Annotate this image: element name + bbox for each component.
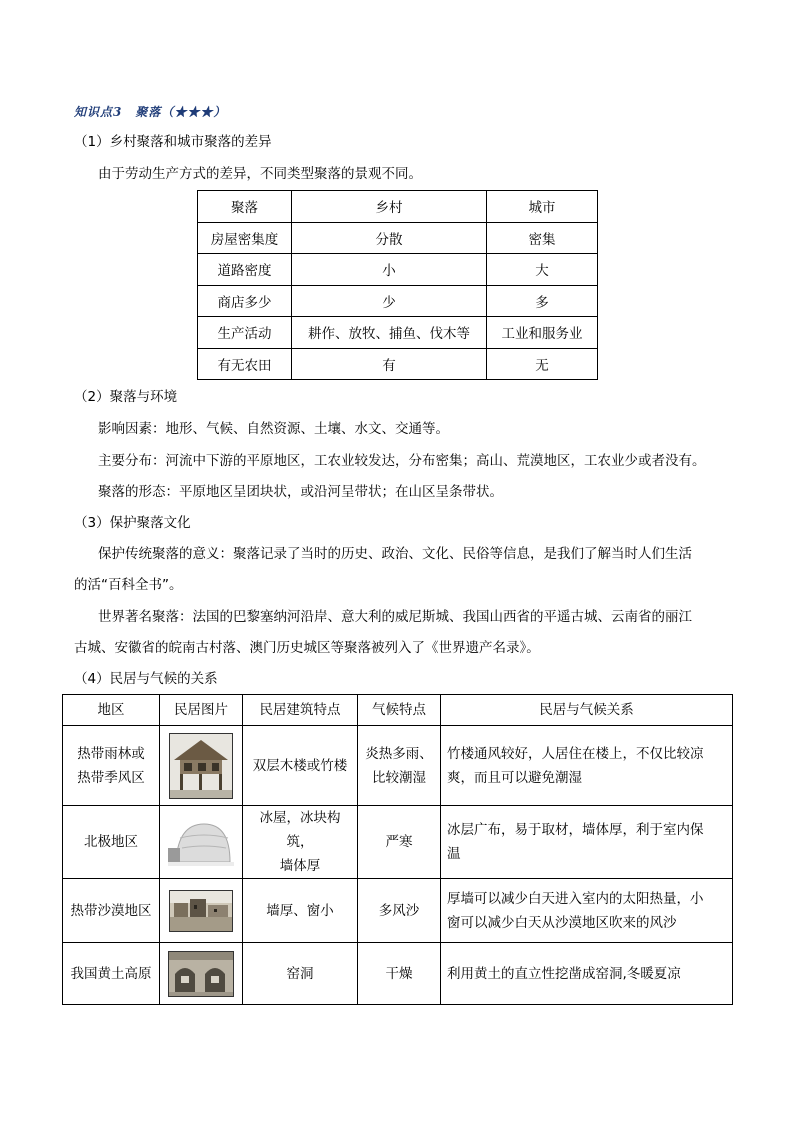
table-header-row bbox=[198, 191, 598, 223]
picture-cell bbox=[160, 726, 243, 806]
table-cell: 道路密度 bbox=[198, 254, 292, 286]
stilt-house-photo bbox=[169, 733, 233, 799]
feature-cell: 窑洞 bbox=[243, 943, 358, 1005]
climate-cell: 多风沙 bbox=[358, 879, 441, 943]
relation-cell: 厚墙可以减少白天进入室内的太阳热量，小 窗可以减少白天从沙漠地区吹来的风沙 bbox=[441, 879, 733, 943]
feature-cell: 双层木楼或竹楼 bbox=[243, 726, 358, 806]
picture-cell bbox=[160, 806, 243, 879]
cave-dwelling-photo bbox=[168, 951, 234, 997]
header-cell: 气候特点 bbox=[358, 695, 441, 726]
table-cell: 分散 bbox=[292, 222, 487, 254]
feature-cell: 冰屋，冰块构筑， 墙体厚 bbox=[243, 806, 358, 879]
table-cell: 大 bbox=[487, 254, 598, 286]
table-row bbox=[198, 285, 598, 317]
desert-house-photo bbox=[169, 890, 233, 932]
table-cell: 多 bbox=[487, 285, 598, 317]
table-header-row bbox=[63, 695, 733, 726]
picture-cell bbox=[160, 879, 243, 943]
climate-cell: 严寒 bbox=[358, 806, 441, 879]
igloo-photo bbox=[168, 818, 234, 866]
table-row bbox=[63, 879, 733, 943]
table-row bbox=[198, 317, 598, 349]
s2-factors: 影响因素：地形、气候、自然资源、土壤、水文、交通等。 bbox=[98, 421, 449, 437]
header-cell: 民居建筑特点 bbox=[243, 695, 358, 726]
region-cell: 北极地区 bbox=[63, 806, 160, 879]
s1-intro: 由于劳动生产方式的差异，不同类型聚落的景观不同。 bbox=[98, 166, 422, 182]
table-row bbox=[198, 222, 598, 254]
header-cell: 民居图片 bbox=[160, 695, 243, 726]
table-cell: 生产活动 bbox=[198, 317, 292, 349]
table-row bbox=[63, 943, 733, 1005]
section-heading: 知识点3 聚落（★★★） bbox=[74, 105, 227, 119]
s3-significance-cont: 的活“百科全书”。 bbox=[74, 577, 183, 593]
table-row bbox=[63, 726, 733, 806]
region-cell: 我国黄土高原 bbox=[63, 943, 160, 1005]
table-cell: 有 bbox=[292, 348, 487, 380]
s2-distribution: 主要分布：河流中下游的平原地区，工农业较发达，分布密集；高山、荒漠地区，工农业少或者没有。 bbox=[98, 453, 706, 469]
table-row bbox=[198, 348, 598, 380]
relation-cell: 竹楼通风较好，人居住在楼上，不仅比较凉 爽，而且可以避免潮湿 bbox=[441, 726, 733, 806]
table-cell: 无 bbox=[487, 348, 598, 380]
table-row bbox=[63, 806, 733, 879]
table-cell: 小 bbox=[292, 254, 487, 286]
feature-cell: 墙厚、窗小 bbox=[243, 879, 358, 943]
header-cell: 乡村 bbox=[292, 191, 487, 223]
relation-cell: 冰层广布，易于取材，墙体厚，利于室内保 温 bbox=[441, 806, 733, 879]
header-cell: 城市 bbox=[487, 191, 598, 223]
region-cell: 热带沙漠地区 bbox=[63, 879, 160, 943]
region-cell: 热带雨林或 热带季风区 bbox=[63, 726, 160, 806]
climate-cell: 炎热多雨、 比较潮湿 bbox=[358, 726, 441, 806]
s3-famous-cont: 古城、安徽省的皖南古村落、澳门历史城区等聚落被列入了《世界遗产名录》。 bbox=[74, 640, 540, 656]
header-cell: 民居与气候关系 bbox=[441, 695, 733, 726]
table-row bbox=[198, 254, 598, 286]
s2-form: 聚落的形态：平原地区呈团块状，或沿河呈带状；在山区呈条带状。 bbox=[98, 484, 503, 500]
s1-title: （1）乡村聚落和城市聚落的差异 bbox=[74, 134, 272, 150]
s3-significance: 保护传统聚落的意义：聚落记录了当时的历史、政治、文化、民俗等信息，是我们了解当时人们生活 bbox=[98, 546, 692, 562]
table-cell: 商店多少 bbox=[198, 285, 292, 317]
table-cell: 密集 bbox=[487, 222, 598, 254]
s3-famous: 世界著名聚落：法国的巴黎塞纳河沿岸、意大利的威尼斯城、我国山西省的平遥古城、云南省的丽江 bbox=[98, 609, 692, 625]
table-cell: 少 bbox=[292, 285, 487, 317]
s3-title: （3）保护聚落文化 bbox=[74, 515, 191, 531]
table-cell: 耕作、放牧、捕鱼、伐木等 bbox=[292, 317, 487, 349]
settlement-comparison-table bbox=[197, 190, 598, 380]
table-cell: 有无农田 bbox=[198, 348, 292, 380]
s2-title: （2）聚落与环境 bbox=[74, 389, 178, 405]
picture-cell bbox=[160, 943, 243, 1005]
relation-cell: 利用黄土的直立性挖凿成窑洞,冬暖夏凉 bbox=[441, 943, 733, 1005]
climate-cell: 干燥 bbox=[358, 943, 441, 1005]
dwelling-climate-table bbox=[62, 694, 733, 1005]
header-cell: 聚落 bbox=[198, 191, 292, 223]
s4-title: （4）民居与气候的关系 bbox=[74, 671, 218, 687]
table-cell: 工业和服务业 bbox=[487, 317, 598, 349]
table-cell: 房屋密集度 bbox=[198, 222, 292, 254]
header-cell: 地区 bbox=[63, 695, 160, 726]
